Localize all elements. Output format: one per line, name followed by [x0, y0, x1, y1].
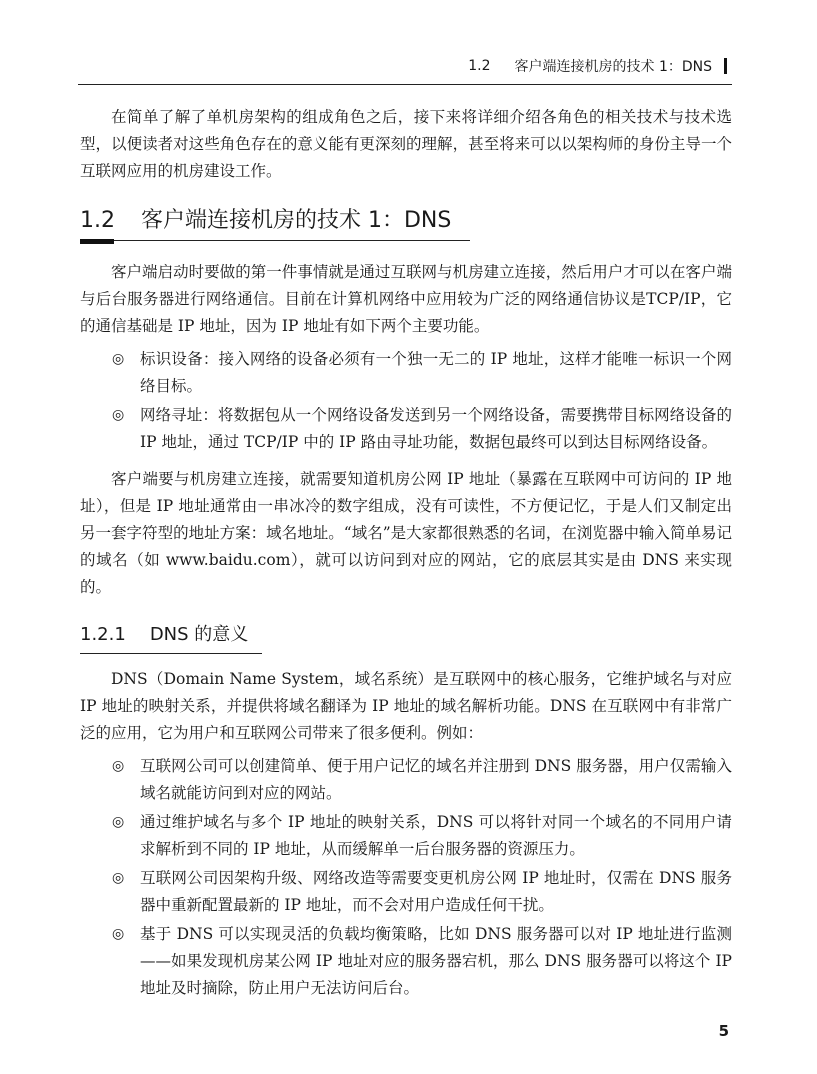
running-header: [468, 56, 727, 76]
subsection-bullet-list: [80, 753, 732, 1002]
section-bullet-list: [80, 346, 732, 456]
subsection-heading: [80, 621, 262, 654]
bullet-mark-icon: ◎: [112, 351, 125, 367]
subsection-paragraph-1: DNS（Domain Name System，域名系统）是互联网中的核心服务，它维护域名与对应 IP 地址的映射关系，并提供将域名翻译为 IP 地址的域名解析功能。DNS 在互联网中有非常广泛的应用，它为用户和互联网公司带来了很多便利。例如：: [80, 670, 732, 742]
list-item-text: 基于 DNS 可以实现灵活的负载均衡策略，比如 DNS 服务器可以对 IP 地址进行监测——如果发现机房某公网 IP 地址对应的服务器宕机，那么 DNS 服务器可以将这个 IP 地址及时摘除，防止用户无法访问后台。: [140, 925, 732, 997]
list-item: [80, 865, 732, 919]
list-item-text: 通过维护域名与多个 IP 地址的映射关系，DNS 可以将针对同一个域名的不同用户请求解析到不同的 IP 地址，从而缓解单一后台服务器的资源压力。: [140, 813, 732, 858]
bullet-mark-icon: ◎: [112, 407, 125, 423]
intro-paragraph: 在简单了解了单机房架构的组成角色之后，接下来将详细介绍各角色的相关技术与技术选型，以便读者对这些角色存在的意义能有更深刻的理解，甚至将来可以以架构师的身份主导一个互联网应用的机房建设工作。: [80, 108, 732, 180]
list-item: [80, 402, 732, 456]
bullet-mark-icon: ◎: [112, 926, 125, 942]
page-number: 5: [718, 1022, 729, 1040]
list-item-text: 互联网公司因架构升级、网络改造等需要变更机房公网 IP 地址时，仅需在 DNS 服务器中重新配置最新的 IP 地址，而不会对用户造成任何干扰。: [140, 869, 732, 914]
bullet-mark-icon: ◎: [112, 758, 125, 774]
list-item-text: 网络寻址：将数据包从一个网络设备发送到另一个网络设备，需要携带目标网络设备的 IP 地址，通过 TCP/IP 中的 IP 路由寻址功能，数据包最终可以到达目标网络设备。: [140, 406, 732, 451]
list-item-text: 标识设备：接入网络的设备必须有一个独一无二的 IP 地址，这样才能唯一标识一个网络目标。: [140, 350, 732, 395]
bullet-mark-icon: ◎: [112, 814, 125, 830]
section-paragraph-1: 客户端启动时要做的第一件事情就是通过互联网与机房建立连接，然后用户才可以在客户端与后台服务器进行网络通信。目前在计算机网络中应用较为广泛的网络通信协议是TCP/IP，它的通信基础是 IP 地址，因为 IP 地址有如下两个主要功能。: [80, 263, 732, 335]
section-paragraph-2: 客户端要与机房建立连接，就需要知道机房公网 IP 地址（暴露在互联网中可访问的 IP 地址），但是 IP 地址通常由一串冰冷的数字组成，没有可读性，不方便记忆，于是人们又制定出另一套字符型的地址方案：域名地址。“域名”是大家都很熟悉的名词，在浏览器中输入简单易记的域名（如 www.baidu.com），就可以访问到对应的网站，它的底层其实是由 DNS 来实现的。: [80, 470, 732, 596]
page-body: [80, 104, 732, 1012]
heading-accent-bar: [80, 239, 114, 244]
bullet-mark-icon: ◎: [112, 870, 125, 886]
subsection-number: 1.2.1: [80, 624, 126, 645]
running-header-bar: [724, 58, 727, 74]
list-item-text: 互联网公司可以创建简单、便于用户记忆的域名并注册到 DNS 服务器，用户仅需输入域名就能访问到对应的网站。: [140, 757, 732, 802]
section-number: 1.2: [80, 208, 115, 233]
list-item: [80, 921, 732, 1002]
running-header-number: 1.2: [468, 58, 491, 74]
list-item: [80, 753, 732, 807]
header-rule: [78, 84, 732, 85]
running-header-title: 客户端连接机房的技术 1：DNS: [514, 59, 712, 75]
section-title: 客户端连接机房的技术 1：DNS: [141, 208, 452, 233]
list-item: [80, 809, 732, 863]
section-heading: [80, 207, 470, 241]
subsection-title: DNS 的意义: [149, 624, 249, 645]
list-item: [80, 346, 732, 400]
